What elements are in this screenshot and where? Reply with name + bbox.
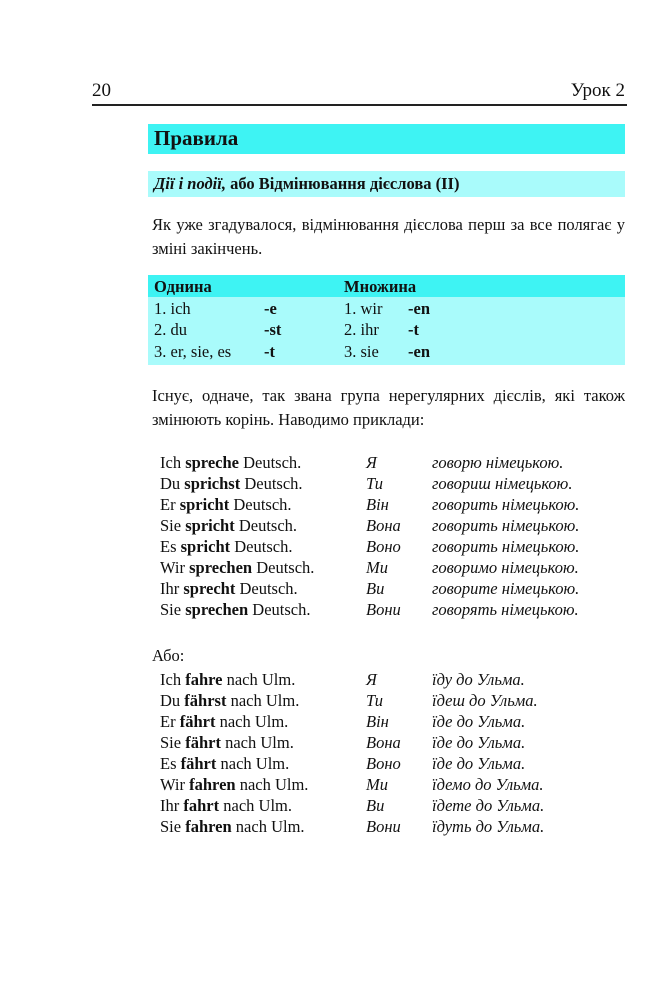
german-pronoun: Er bbox=[160, 712, 176, 731]
german-rest: Deutsch. bbox=[233, 495, 292, 514]
german-verb: sprecht bbox=[183, 579, 236, 598]
german-sentence bbox=[160, 453, 301, 473]
german-sentence bbox=[160, 712, 288, 732]
german-verb: fahrt bbox=[183, 796, 220, 815]
ukrainian-translation: їду до Ульма. bbox=[432, 670, 525, 689]
german-pronoun: Wir bbox=[160, 558, 185, 577]
german-verb: spreche bbox=[185, 453, 239, 472]
endings-table bbox=[148, 275, 625, 365]
section-title: Правила bbox=[154, 126, 239, 150]
ukrainian-pronoun: Вона bbox=[366, 516, 401, 535]
german-pronoun: Du bbox=[160, 474, 181, 493]
singular-ending: -t bbox=[264, 342, 275, 361]
german-sentence bbox=[160, 558, 314, 578]
ukrainian-pronoun: Ти bbox=[366, 691, 384, 710]
ukrainian-translation: їде до Ульма. bbox=[432, 712, 526, 731]
plural-ending: -en bbox=[408, 342, 430, 361]
plural-pronoun: 2. ihr bbox=[344, 320, 379, 339]
german-pronoun: Wir bbox=[160, 775, 185, 794]
singular-pronoun: 3. er, sie, es bbox=[154, 342, 232, 361]
example-row bbox=[160, 516, 625, 537]
german-rest: nach Ulm. bbox=[225, 733, 294, 752]
german-pronoun: Sie bbox=[160, 516, 182, 535]
singular-pronoun: 1. ich bbox=[154, 299, 191, 318]
endings-table-body bbox=[148, 297, 625, 365]
german-verb: spricht bbox=[185, 516, 235, 535]
ukrainian-pronoun: Я bbox=[366, 453, 377, 472]
german-rest: nach Ulm. bbox=[230, 691, 300, 710]
german-rest: Deutsch. bbox=[256, 558, 315, 577]
singular-pronoun: 2. du bbox=[154, 320, 187, 339]
ukrainian-translation: їдуть до Ульма. bbox=[432, 817, 545, 836]
german-pronoun: Ich bbox=[160, 453, 182, 472]
subsection-title-rest: або Відмінювання дієслова (II) bbox=[225, 174, 460, 193]
singular-ending: -e bbox=[264, 299, 277, 318]
example-row bbox=[160, 733, 625, 754]
german-verb: fährt bbox=[179, 712, 216, 731]
german-pronoun: Sie bbox=[160, 600, 182, 619]
example-row bbox=[160, 754, 625, 775]
example-row bbox=[160, 537, 625, 558]
example-row bbox=[160, 796, 625, 817]
plural-pronoun: 3. sie bbox=[344, 342, 379, 361]
subsection-title-bar bbox=[148, 171, 625, 197]
ukrainian-pronoun: Ви bbox=[366, 796, 385, 815]
german-rest: nach Ulm. bbox=[239, 775, 309, 794]
german-pronoun: Ich bbox=[160, 670, 182, 689]
ukrainian-pronoun: Ти bbox=[366, 474, 384, 493]
german-sentence bbox=[160, 775, 308, 795]
german-verb: fährt bbox=[185, 733, 221, 752]
or-label: Або: bbox=[152, 646, 185, 665]
german-verb: spricht bbox=[179, 495, 230, 514]
german-sentence bbox=[160, 474, 303, 494]
german-sentence bbox=[160, 817, 305, 837]
ukrainian-translation: їде до Ульма. bbox=[432, 754, 526, 773]
german-rest: Deutsch. bbox=[243, 453, 302, 472]
ukrainian-translation: говориш німецькою. bbox=[432, 474, 573, 493]
german-pronoun: Ihr bbox=[160, 579, 180, 598]
example-row bbox=[160, 495, 625, 516]
ukrainian-translation: говорить німецькою. bbox=[432, 495, 580, 514]
german-verb: fahre bbox=[185, 670, 223, 689]
german-pronoun: Sie bbox=[160, 817, 182, 836]
example-row bbox=[160, 474, 625, 495]
ukrainian-translation: їдемо до Ульма. bbox=[432, 775, 544, 794]
ukrainian-translation: їдеш до Ульма. bbox=[432, 691, 538, 710]
example-row bbox=[160, 691, 625, 712]
german-sentence bbox=[160, 516, 297, 536]
german-verb: spricht bbox=[180, 537, 231, 556]
ukrainian-pronoun: Воно bbox=[366, 537, 401, 556]
german-verb: fährt bbox=[180, 754, 217, 773]
german-sentence bbox=[160, 495, 292, 515]
german-pronoun: Es bbox=[160, 754, 177, 773]
ukrainian-translation: говорять німецькою. bbox=[432, 600, 579, 619]
german-sentence bbox=[160, 754, 289, 774]
ukrainian-pronoun: Він bbox=[366, 495, 389, 514]
german-rest: nach Ulm. bbox=[226, 670, 296, 689]
ukrainian-pronoun: Вони bbox=[366, 817, 401, 836]
german-pronoun: Sie bbox=[160, 733, 182, 752]
ukrainian-pronoun: Я bbox=[366, 670, 377, 689]
example-row bbox=[160, 453, 625, 474]
german-rest: Deutsch. bbox=[252, 600, 311, 619]
ukrainian-pronoun: Він bbox=[366, 712, 389, 731]
ukrainian-pronoun: Ми bbox=[366, 775, 388, 794]
ukrainian-pronoun: Ми bbox=[366, 558, 388, 577]
german-sentence bbox=[160, 537, 292, 557]
german-rest: nach Ulm. bbox=[223, 796, 292, 815]
german-sentence bbox=[160, 796, 292, 816]
german-pronoun: Er bbox=[160, 495, 176, 514]
german-rest: Deutsch. bbox=[234, 537, 293, 556]
german-verb: fahren bbox=[185, 817, 232, 836]
german-sentence bbox=[160, 600, 311, 620]
german-sentence bbox=[160, 670, 295, 690]
ukrainian-translation: говорите німецькою. bbox=[432, 579, 580, 598]
singular-header: Однина bbox=[154, 277, 212, 296]
german-pronoun: Ihr bbox=[160, 796, 180, 815]
subsection-title-italic: Дії і події, bbox=[154, 174, 226, 193]
german-verb: fährst bbox=[184, 691, 227, 710]
example-row bbox=[160, 712, 625, 733]
lesson-label: Урок 2 bbox=[570, 80, 625, 101]
german-verb: sprichst bbox=[184, 474, 241, 493]
subsection-title bbox=[154, 174, 459, 194]
german-sentence bbox=[160, 691, 299, 711]
ukrainian-translation: їдете до Ульма. bbox=[432, 796, 545, 815]
german-verb: sprechen bbox=[185, 600, 249, 619]
ukrainian-translation: говорить німецькою. bbox=[432, 516, 580, 535]
german-sentence bbox=[160, 733, 294, 753]
ukrainian-translation: говоримо німецькою. bbox=[432, 558, 579, 577]
intro-paragraph: Як уже згадувалося, відмінювання дієслова перш за все полягає у зміні закінчень. bbox=[152, 215, 625, 258]
plural-pronoun: 1. wir bbox=[344, 299, 383, 318]
plural-ending: -en bbox=[408, 299, 430, 318]
plural-ending: -t bbox=[408, 320, 419, 339]
german-rest: Deutsch. bbox=[238, 516, 298, 535]
german-rest: nach Ulm. bbox=[235, 817, 305, 836]
ukrainian-pronoun: Ви bbox=[366, 579, 385, 598]
german-rest: nach Ulm. bbox=[220, 754, 290, 773]
german-pronoun: Du bbox=[160, 691, 181, 710]
german-sentence bbox=[160, 579, 298, 599]
german-verb: fahren bbox=[189, 775, 236, 794]
german-rest: nach Ulm. bbox=[219, 712, 289, 731]
example-row bbox=[160, 579, 625, 600]
irregular-verbs-paragraph: Існує, одначе, так звана група нерегулярних дієслів, які також змінюють корінь. Наводимо приклади: bbox=[152, 386, 625, 429]
german-rest: Deutsch. bbox=[239, 579, 298, 598]
endings-table-header bbox=[148, 275, 625, 297]
ukrainian-pronoun: Вони bbox=[366, 600, 401, 619]
example-row bbox=[160, 670, 625, 691]
german-pronoun: Es bbox=[160, 537, 177, 556]
ukrainian-translation: говорить німецькою. bbox=[432, 537, 580, 556]
ukrainian-pronoun: Воно bbox=[366, 754, 401, 773]
example-row bbox=[160, 600, 625, 621]
german-rest: Deutsch. bbox=[244, 474, 303, 493]
example-row bbox=[160, 558, 625, 579]
page-header bbox=[92, 80, 627, 106]
section-title-bar bbox=[148, 124, 625, 154]
ukrainian-translation: їде до Ульма. bbox=[432, 733, 526, 752]
plural-header: Множина bbox=[344, 277, 417, 296]
page-number: 20 bbox=[92, 80, 111, 101]
example-row bbox=[160, 775, 625, 796]
example-row bbox=[160, 817, 625, 838]
singular-ending: -st bbox=[264, 320, 282, 339]
german-verb: sprechen bbox=[189, 558, 253, 577]
ukrainian-pronoun: Вона bbox=[366, 733, 401, 752]
ukrainian-translation: говорю німецькою. bbox=[432, 453, 564, 472]
